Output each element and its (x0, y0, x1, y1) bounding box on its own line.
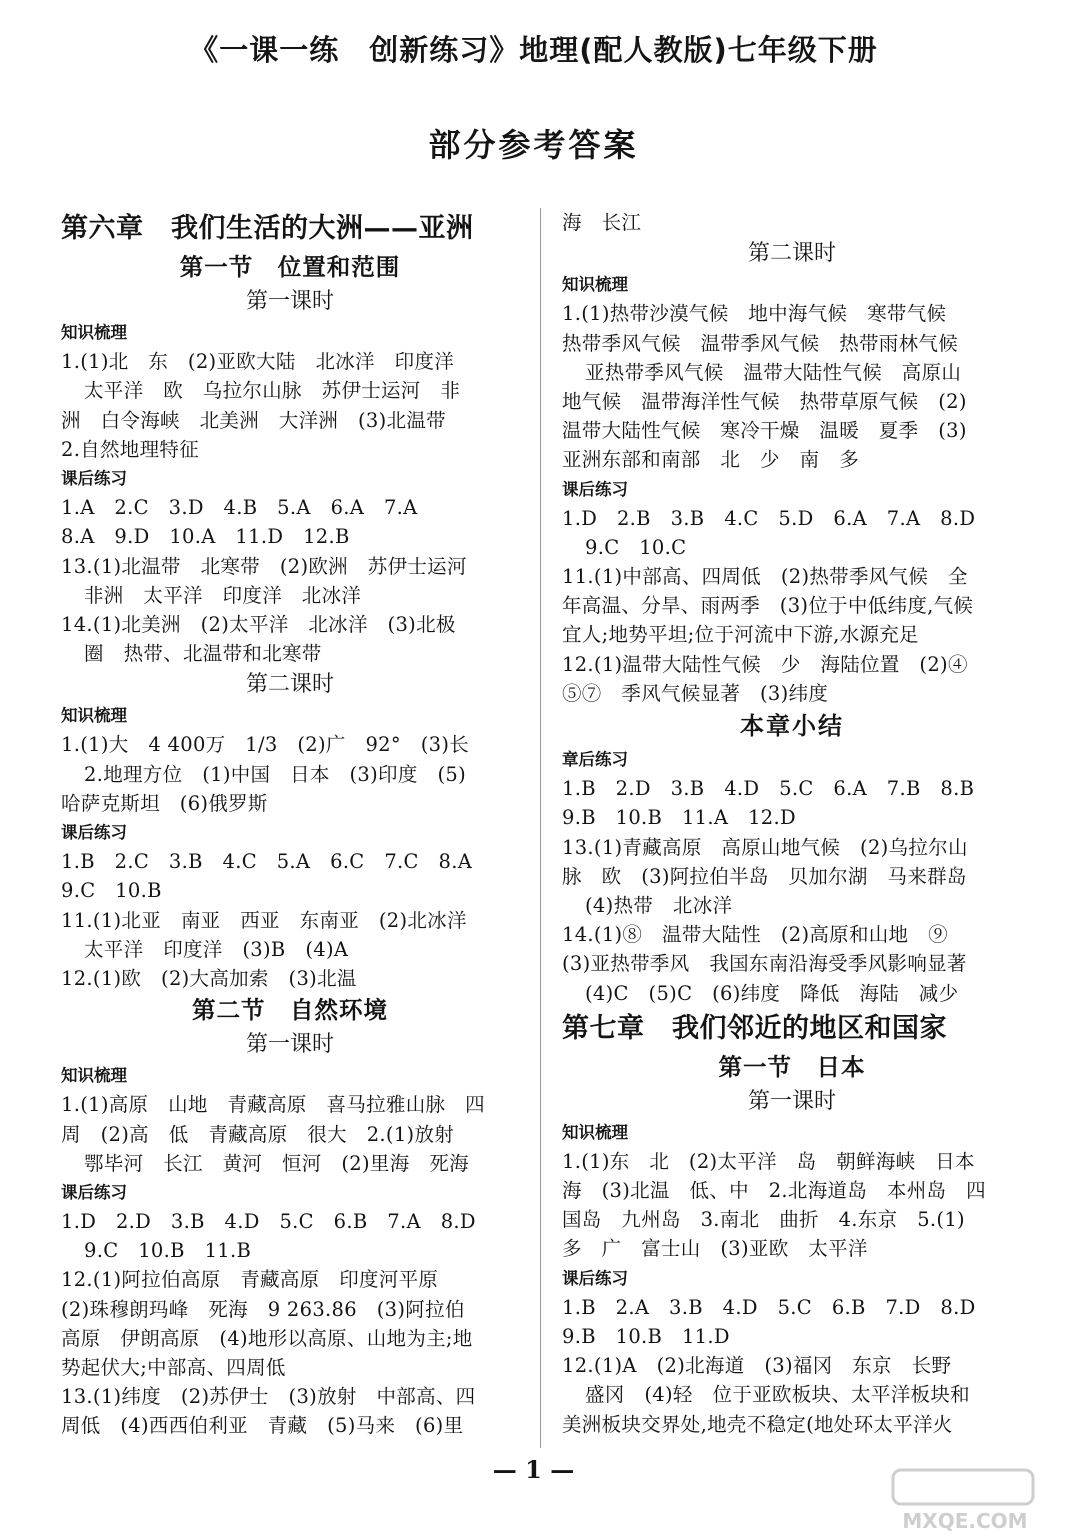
answer-line: 势起伏大;中部高、四周低 (61, 1356, 286, 1379)
answer-line: (3)亚热带季风 我国东南沿海受季风影响显著 (562, 952, 967, 976)
page-number: — 1 — (492, 1455, 575, 1484)
answer-line: 美洲板块交界处,地壳不稳定(地处环太平洋火 (562, 1412, 953, 1436)
answer-line: 14.(1)⑧ 温带大陆性 (2)高原和山地 ⑨ (562, 923, 948, 947)
watermark-frame (893, 1470, 1033, 1504)
section-heading: 第一节 位置和范围 (179, 253, 401, 281)
book-title: 《一课一练 创新练习》地理(配人教版)七年级下册 (189, 33, 878, 67)
answer-line: 1.A 2.C 3.D 4.B 5.A 6.A 7.A (61, 496, 418, 520)
section-label: 知识梳理 (562, 1122, 628, 1142)
answer-line: 9.B 10.B 11.D (562, 1325, 730, 1348)
answer-line: 热带季风气候 温带季风气候 热带雨林气候 (562, 331, 959, 355)
answer-line: ⑤⑦ 季风气候显著 (3)纬度 (562, 681, 829, 705)
answer-line: 12.(1)温带大陆性气候 少 海陆位置 (2)④ (562, 652, 968, 676)
answer-line: 脉 欧 (3)阿拉伯半岛 贝加尔湖 马来群岛 (562, 864, 967, 888)
answer-line: 13.(1)北温带 北寒带 (2)欧洲 苏伊士运河 (61, 554, 467, 578)
answer-line: 年高温、分旱、雨两季 (3)位于中低纬度,气候 (562, 594, 974, 618)
answer-line: 11.(1)北亚 南亚 西亚 东南亚 (2)北冰洋 (61, 908, 467, 932)
chapter-summary-heading: 本章小结 (740, 712, 844, 740)
section-heading: 第二节 自然环境 (192, 996, 388, 1025)
section-label: 知识梳理 (562, 275, 628, 295)
watermark-logo (875, 1468, 1055, 1532)
answer-line: 1.(1)热带沙漠气候 地中海气候 寒带气候 (562, 302, 947, 326)
answer-line: 11.(1)中部高、四周低 (2)热带季风气候 全 (562, 565, 968, 589)
answer-line: 1.(1)东 北 (2)太平洋 岛 朝鲜海峡 日本 (562, 1149, 975, 1173)
answer-line: 12.(1)A (2)北海道 (3)福冈 东京 长野 (562, 1354, 952, 1378)
chapter-heading: 第六章 我们生活的大洲——亚洲 (61, 213, 474, 244)
section-label: 知识梳理 (61, 323, 127, 342)
answer-line: 温带大陆性气候 寒冷干燥 温暖 夏季 (3) (562, 419, 967, 443)
answer-line: 周 (2)高 低 青藏高原 很大 2.(1)放射 (61, 1122, 455, 1146)
answer-line: 12.(1)欧 (2)大高加索 (3)北温 (61, 966, 357, 990)
answer-line: 亚洲东部和南部 北 少 南 多 (562, 448, 860, 472)
right-column (562, 208, 1022, 1439)
lesson-heading: 第一课时 (245, 289, 334, 314)
section-label: 课后练习 (61, 468, 127, 488)
answer-line: 9.C 10.B (61, 879, 162, 903)
answer-line: 哈萨克斯坦 (6)俄罗斯 (61, 791, 268, 815)
section-label: 课后练习 (562, 1268, 628, 1288)
answer-line: 2.自然地理特征 (61, 437, 200, 461)
answer-line: 2.地理方位 (1)中国 日本 (3)印度 (5) (84, 762, 466, 786)
answer-line: 周低 (4)西西伯利亚 青藏 (5)马来 (6)里 (61, 1414, 464, 1438)
answer-line: 太平洋 印度洋 (3)B (4)A (84, 937, 349, 961)
answer-line: 13.(1)青藏高原 高原山地气候 (2)乌拉尔山 (562, 835, 968, 859)
section-label: 课后练习 (61, 823, 127, 842)
answer-line: 1.(1)高原 山地 青藏高原 喜马拉雅山脉 四 (61, 1093, 485, 1117)
answer-line: 1.(1)北 东 (2)亚欧大陆 北冰洋 印度洋 (61, 350, 455, 374)
section-label: 章后练习 (562, 750, 628, 769)
column-divider (540, 208, 541, 1448)
lesson-heading: 第二课时 (245, 672, 334, 698)
section-label: 课后练习 (61, 1182, 127, 1202)
answer-line: 1.D 2.D 3.B 4.D 5.C 6.B 7.A 8.D (61, 1210, 476, 1234)
answer-line: 1.D 2.B 3.B 4.C 5.D 6.A 7.A 8.D (562, 506, 976, 530)
left-column (61, 208, 519, 1441)
answer-line: 1.(1)大 4 400万 1/3 (2)广 92° (3)长 (61, 733, 470, 757)
answer-line: 非洲 太平洋 印度洋 北冰洋 (84, 583, 362, 607)
section-label: 知识梳理 (61, 1066, 127, 1086)
answer-line: 海 (3)北温 低、中 2.北海道岛 本州岛 四 (562, 1179, 986, 1203)
lesson-heading: 第一课时 (245, 1032, 334, 1058)
watermark-text: MXQE.COM (902, 1509, 1028, 1532)
section-label: 课后练习 (562, 479, 628, 499)
answer-line: (4)热带 北冰洋 (585, 893, 733, 917)
answer-line: 14.(1)北美洲 (2)太平洋 北冰洋 (3)北极 (61, 612, 456, 636)
answer-line: 多 广 富士山 (3)亚欧 太平洋 (562, 1237, 868, 1261)
lesson-heading: 第二课时 (747, 241, 836, 267)
answer-line: (2)珠穆朗玛峰 死海 9 263.86 (3)阿拉伯 (61, 1297, 465, 1321)
answer-line: 地气候 温带海洋性气候 热带草原气候 (2) (562, 389, 967, 413)
section-label: 知识梳理 (61, 706, 127, 726)
answer-line: 太平洋 欧 乌拉尔山脉 苏伊士运河 非 (84, 379, 461, 403)
answer-line: 1.B 2.C 3.B 4.C 5.A 6.C 7.C 8.A (61, 850, 473, 874)
answer-line: 宜人;地势平坦;位于河流中下游,水源充足 (562, 623, 919, 647)
page-heading: 部分参考答案 (428, 126, 639, 164)
answer-line: 亚热带季风气候 温带大陆性气候 高原山 (585, 360, 962, 384)
section-heading: 第一节 日本 (718, 1052, 866, 1081)
answer-line: 13.(1)纬度 (2)苏伊士 (3)放射 中部高、四 (61, 1385, 476, 1409)
answer-line: 8.A 9.D 10.A 11.D 12.B (61, 525, 350, 549)
answer-line: (4)C (5)C (6)纬度 降低 海陆 减少 (585, 981, 959, 1005)
answer-line: 圈 热带、北温带和北寒带 (84, 642, 322, 666)
answer-line: 9.C 10.B 11.B (84, 1239, 252, 1263)
answer-line: 9.C 10.C (585, 535, 687, 559)
answer-line: 1.B 2.A 3.B 4.D 5.C 6.B 7.D 8.D (562, 1295, 976, 1319)
answer-line: 盛冈 (4)轻 位于亚欧板块、太平洋板块和 (585, 1383, 970, 1407)
answer-line: 国岛 九州岛 3.南北 曲折 4.东京 5.(1) (562, 1208, 965, 1232)
answer-line: 12.(1)阿拉伯高原 青藏高原 印度河平原 (61, 1268, 439, 1292)
answer-line: 洲 白令海峡 北美洲 大洋洲 (3)北温带 (61, 408, 446, 432)
answer-line: 1.B 2.D 3.B 4.D 5.C 6.A 7.B 8.B (562, 777, 975, 801)
chapter-heading: 第七章 我们邻近的地区和国家 (562, 1012, 947, 1044)
answer-line: 鄂毕河 长江 黄河 恒河 (2)里海 死海 (84, 1151, 469, 1175)
answer-line: 高原 伊朗高原 (4)地形以高原、山地为主;地 (61, 1326, 473, 1350)
answer-line: 9.B 10.B 11.A 12.D (562, 806, 796, 830)
answer-line: 海 长江 (562, 211, 642, 234)
lesson-heading: 第一课时 (747, 1088, 836, 1114)
